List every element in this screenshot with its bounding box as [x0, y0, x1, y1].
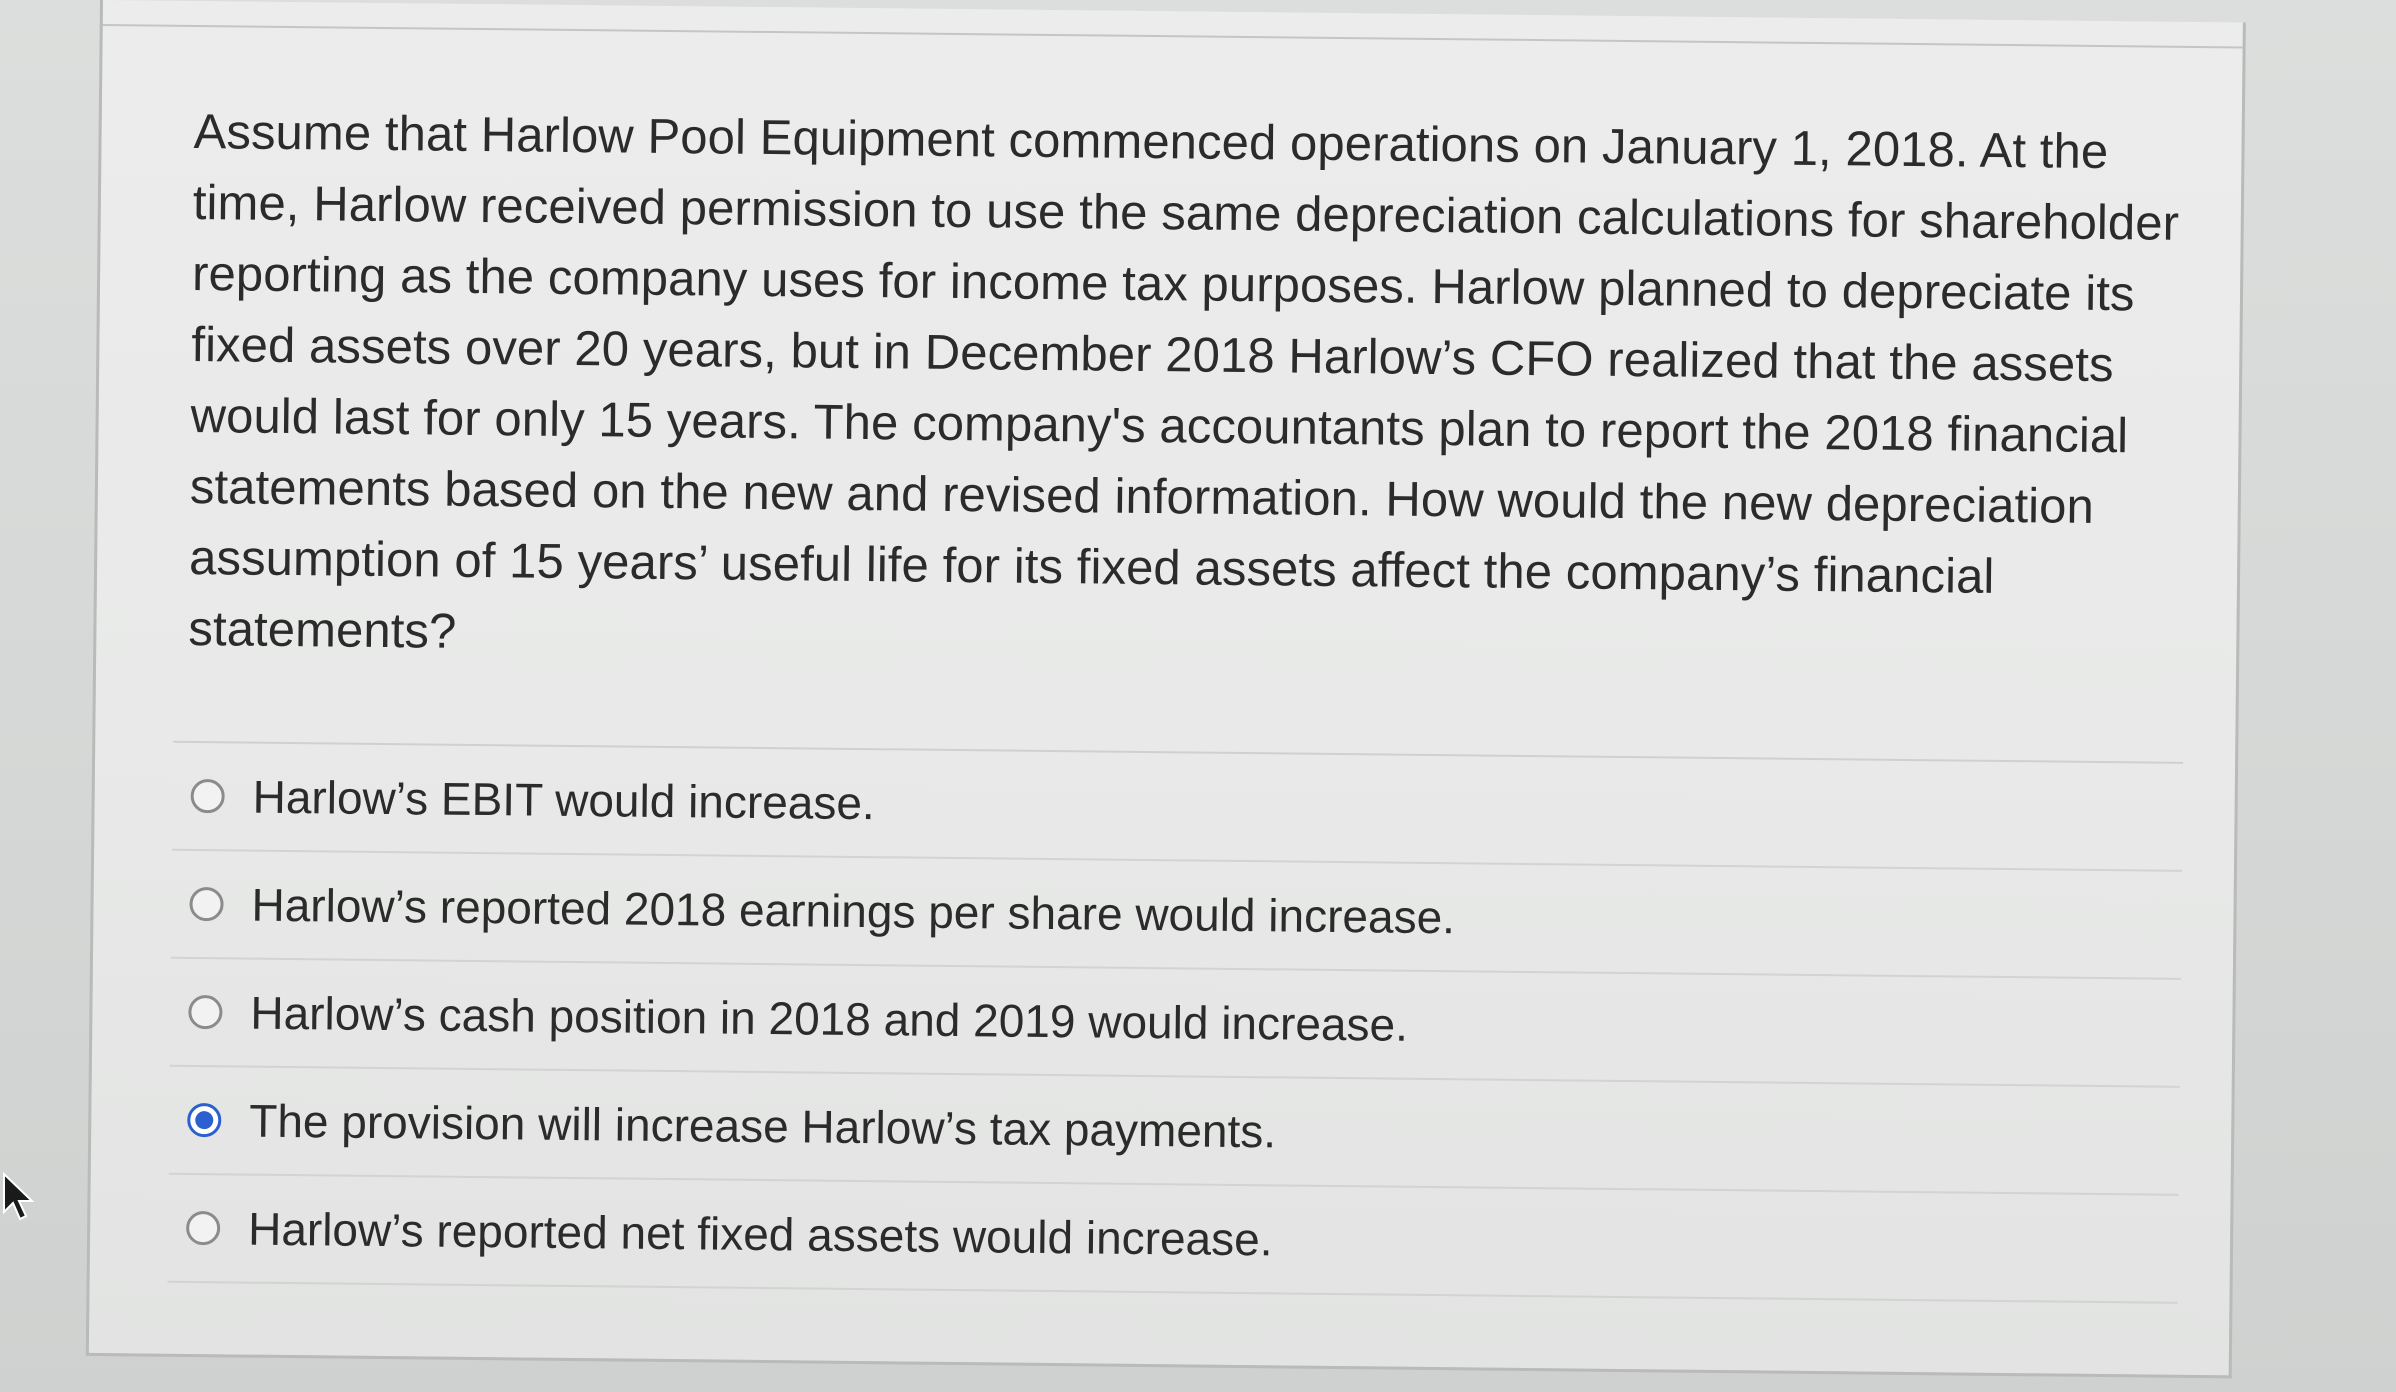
answer-option-label: Harlow’s cash position in 2018 and 2019 would increase.: [250, 986, 1409, 1051]
answer-option-1[interactable]: [172, 743, 2183, 872]
answer-option-5[interactable]: [168, 1175, 2179, 1304]
card-top-border: [103, 0, 2243, 48]
answer-option-label: Harlow’s reported 2018 earnings per share would increase.: [251, 878, 1456, 944]
answer-options: [168, 743, 2184, 1304]
radio-button-icon[interactable]: [188, 995, 222, 1029]
radio-button-selected-icon[interactable]: [187, 1103, 221, 1137]
answer-option-label: Harlow’s reported net fixed assets would increase.: [247, 1202, 1273, 1266]
mouse-pointer-icon: [2, 1172, 36, 1222]
answer-option-label: Harlow’s EBIT would increase.: [252, 770, 876, 830]
radio-button-icon[interactable]: [190, 779, 224, 813]
radio-button-icon[interactable]: [189, 887, 223, 921]
answer-option-3[interactable]: [170, 959, 2181, 1088]
answer-option-2[interactable]: [171, 851, 2182, 980]
answer-option-label: The provision will increase Harlow’s tax payments.: [249, 1094, 1277, 1158]
answer-option-4[interactable]: [169, 1067, 2180, 1196]
question-card: [86, 0, 2246, 1378]
radio-button-icon[interactable]: [186, 1211, 220, 1245]
question-text: Assume that Harlow Pool Equipment commenced operations on January 1, 2018. At the time, Harlow received permission to use the same depreciation calculations for shareholder reporting as the company uses for income tax purposes. Harlow planned to depreciate its fixed assets over 20 years, but in December 2018 Harlow’s CFO realized that the assets would last for only 15 years. The company's accountants plan to report the 2018 financial statements based on the new and revised information. How would the new depreciation assumption of 15 years’ useful life for its fixed assets affect the company’s financial statements?: [188, 104, 2180, 659]
